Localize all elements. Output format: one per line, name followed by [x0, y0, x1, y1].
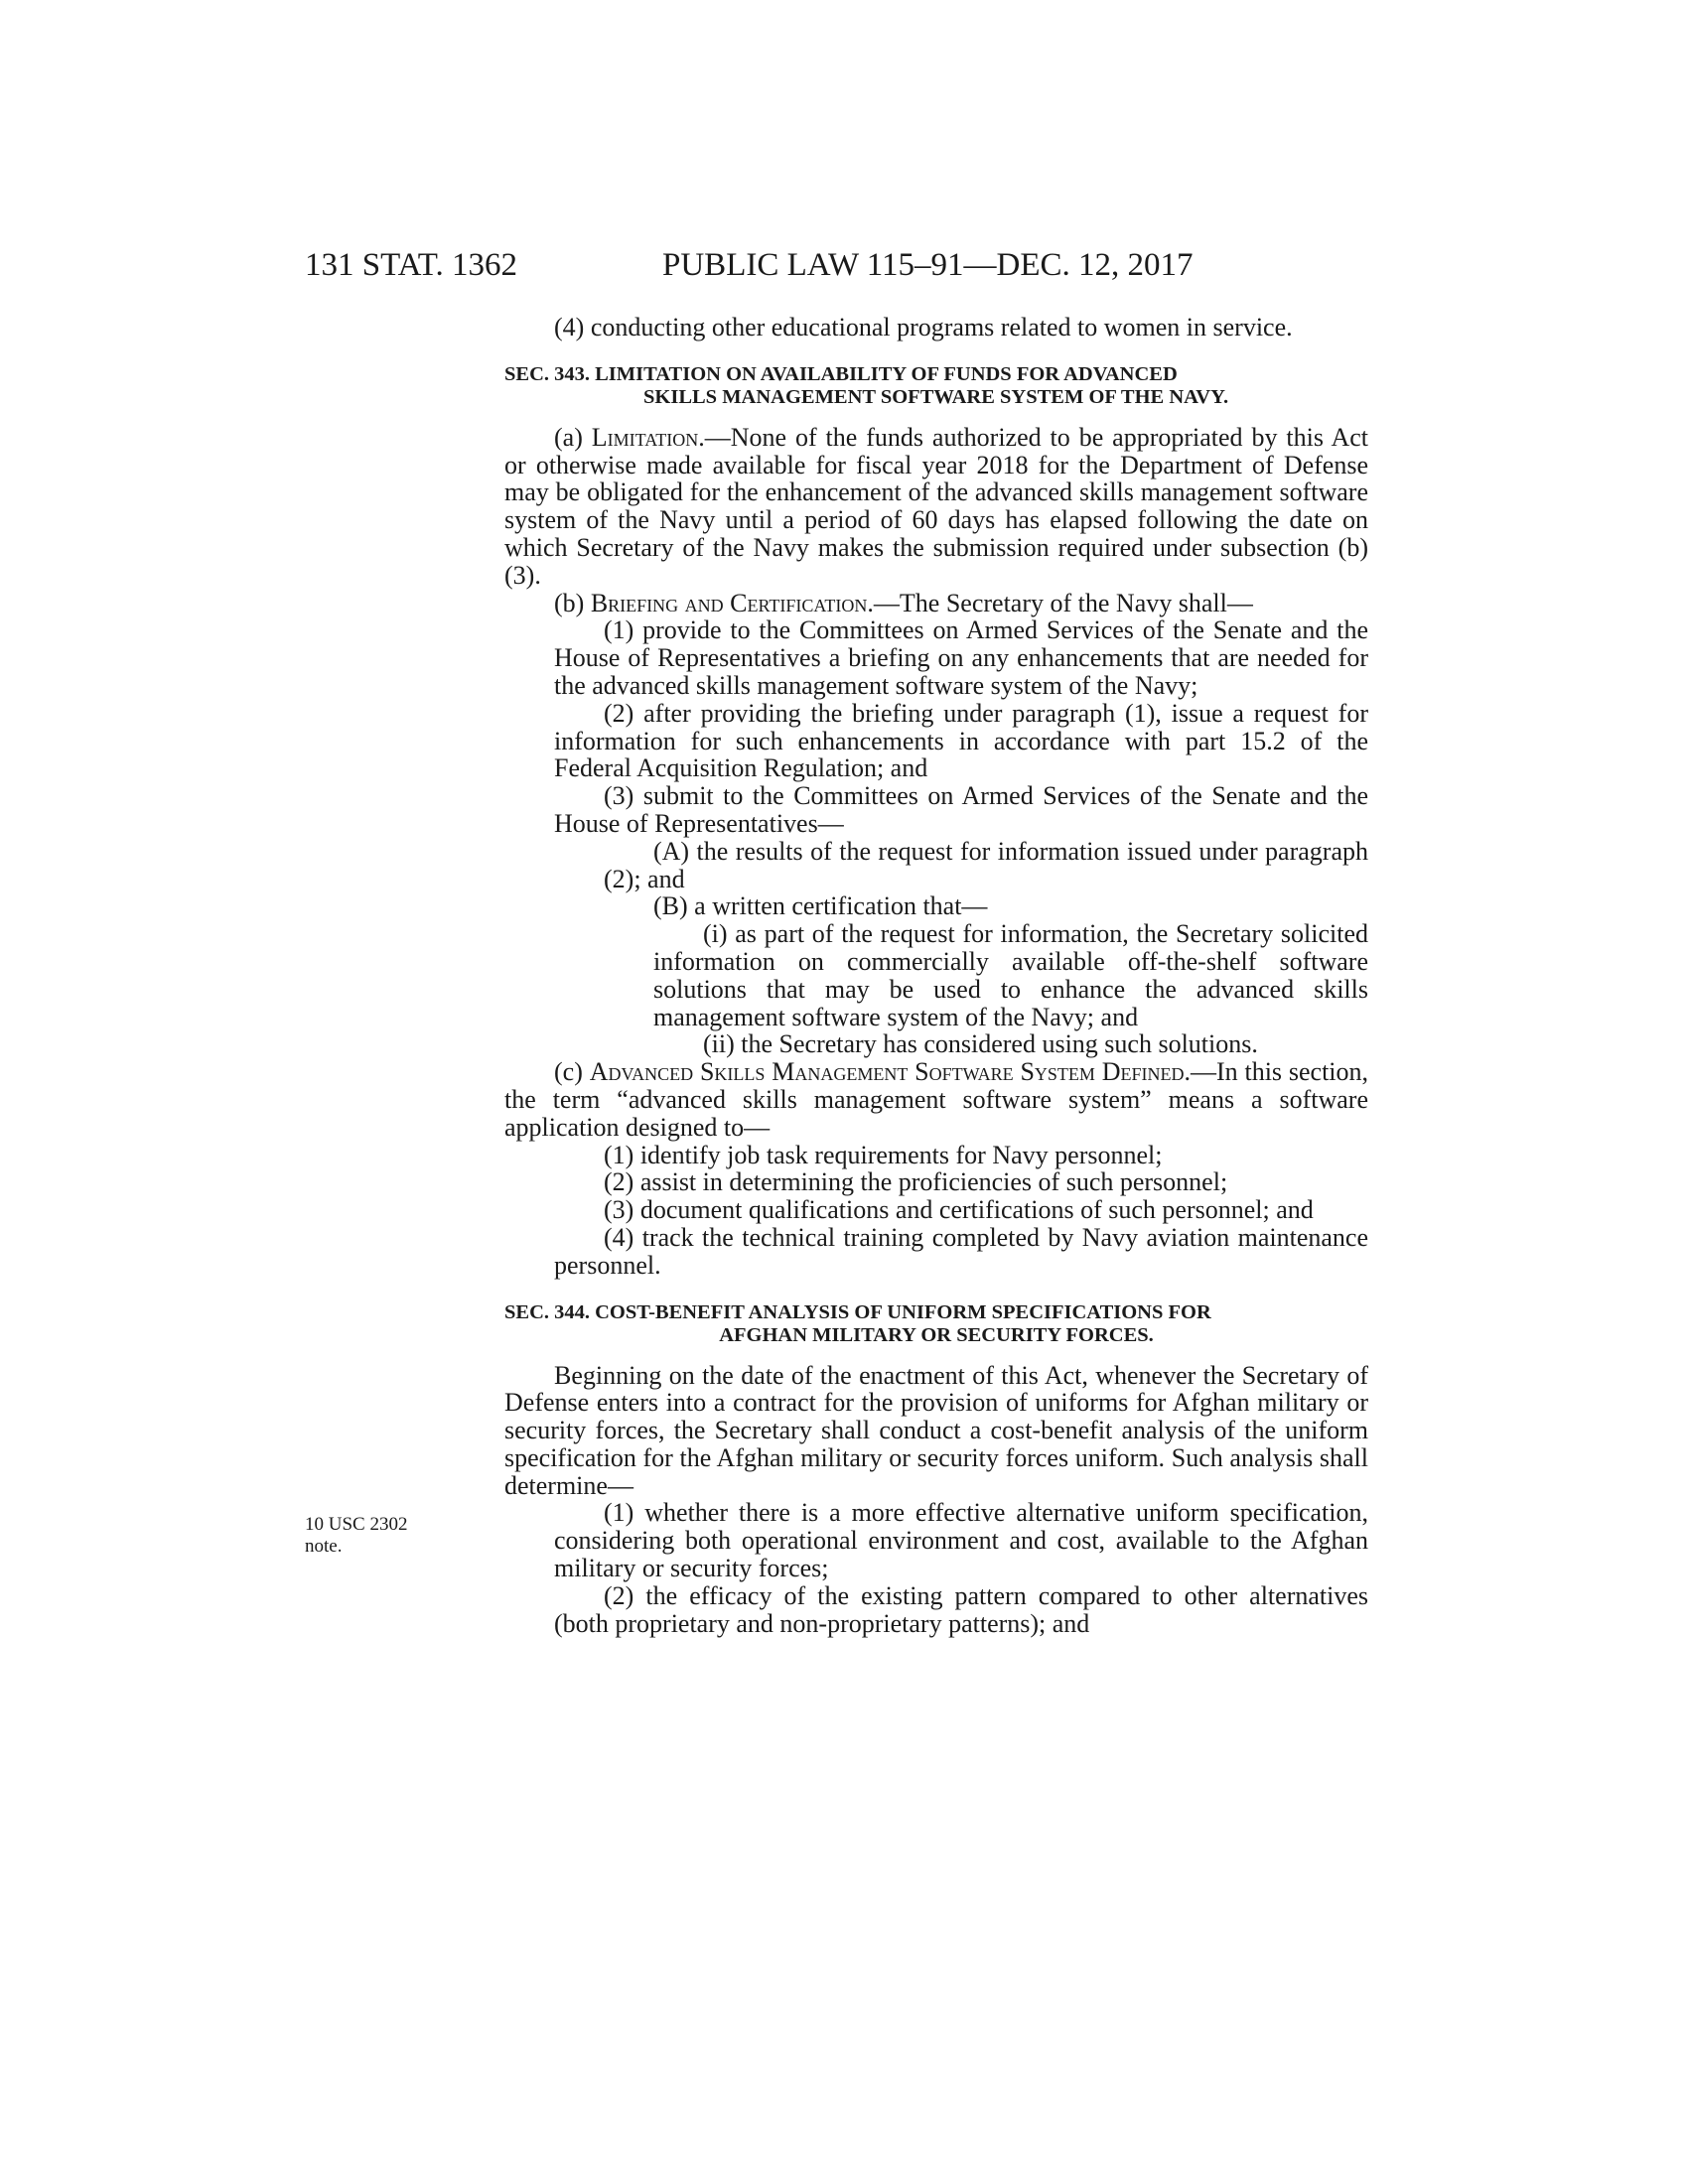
margin-note-citation: 10 USC 2302: [305, 1514, 408, 1535]
statute-page-number: 131 STAT. 1362: [305, 247, 518, 283]
paragraph-c1: (1) identify job task requirements for Navy personnel;: [604, 1140, 1163, 1169]
section-343-heading: [504, 363, 1368, 410]
paragraph-b2: (2) after providing the briefing under paragraph (1), issue a request for information for such enhancements in accordance with part 15.2 of the Federal Acquisition Regulation; and: [554, 698, 1368, 783]
subparagraph-b3b: (B) a written certification that—: [653, 891, 988, 921]
subsection-b-caption: Briefing and Certification: [590, 588, 868, 617]
paragraph-b1: (1) provide to the Committees on Armed Services of the Senate and the House of Representatives a briefing on any enhancements that are needed for the advanced skills management software system of the Navy;: [554, 615, 1368, 700]
section-344-intro: Beginning on the date of the enactment of this Act, whenever the Secretary of Defense enters into a contract for the provision of uniforms for Afghan military or security forces, the Secretary shall conduct a cost-benefit analysis of the uniform specification for the Afghan military or security forces uniform. Such analysis shall determine—: [504, 1360, 1368, 1500]
subparagraph-b3a: (A) the results of the request for information issued under paragraph (2); and: [604, 836, 1368, 893]
subsection-c-text: .—In this section, the term “advanced skills management software system” means a software application designed to—: [504, 1057, 1369, 1142]
subsection-b-label: (b): [554, 588, 591, 617]
section-343-heading-line2: SKILLS MANAGEMENT SOFTWARE SYSTEM OF THE NAVY.: [643, 386, 1229, 409]
section-344-heading-line2: AFGHAN MILITARY OR SECURITY FORCES.: [719, 1324, 1154, 1346]
document-body: [504, 314, 1368, 1637]
section-343-heading-line1: SEC. 343. LIMITATION ON AVAILABILITY OF FUNDS FOR ADVANCED: [504, 362, 1178, 385]
margin-note: [305, 1514, 454, 1558]
section-344-paragraph-1: (1) whether there is a more effective alternative uniform specification, considering both operational environment and cost, available to the Afghan military or security forces;: [554, 1498, 1368, 1583]
subsection-a-text: .—None of the funds authorized to be appropriated by this Act or otherwise made available for fiscal year 2018 for the Department of Defense may be obligated for the enhancement of the advanced skills management software system of the Navy until a period of 60 days has elapsed following the date on which Secretary of the Navy makes the submission required under subsection (b)(3).: [504, 422, 1368, 590]
section-344-heading: [504, 1301, 1368, 1348]
section-344-heading-line1: SEC. 344. COST-BENEFIT ANALYSIS OF UNIFORM SPECIFICATIONS FOR: [504, 1300, 1211, 1323]
subsection-c: [504, 1058, 1368, 1141]
subsection-a-caption: Limitation: [591, 422, 699, 452]
subsection-b-text: .—The Secretary of the Navy shall—: [867, 588, 1253, 617]
paragraph-c4: (4) track the technical training completed by Navy aviation maintenance personnel.: [554, 1222, 1368, 1280]
margin-note-suffix: note.: [305, 1536, 343, 1557]
section-344-paragraph-2: (2) the efficacy of the existing pattern compared to other alternatives (both proprietary and non-proprietary patterns); and: [554, 1580, 1368, 1638]
subsection-c-caption: Advanced Skills Management Software System Defined: [589, 1057, 1185, 1087]
paragraph-b3: (3) submit to the Committees on Armed Services of the Senate and the House of Representatives—: [554, 781, 1368, 838]
subsection-a: [504, 424, 1368, 590]
subsection-b: [504, 590, 1368, 617]
subsection-a-label: (a): [554, 422, 592, 452]
clause-b3b-ii: (ii) the Secretary has considered using such solutions.: [703, 1029, 1258, 1059]
paragraph-c2: (2) assist in determining the proficiencies of such personnel;: [604, 1167, 1228, 1197]
clause-b3b-i: (i) as part of the request for information, the Secretary solicited information on commercially available off-the-shelf software solutions that may be used to enhance the advanced skills management software system of the Navy; and: [653, 919, 1368, 1031]
public-law-header: PUBLIC LAW 115–91—DEC. 12, 2017: [662, 247, 1194, 283]
carryover-paragraph: (4) conducting other educational programs related to women in service.: [554, 313, 1293, 341]
paragraph-c3: (3) document qualifications and certifications of such personnel; and: [604, 1195, 1314, 1225]
subsection-c-label: (c): [554, 1057, 590, 1087]
